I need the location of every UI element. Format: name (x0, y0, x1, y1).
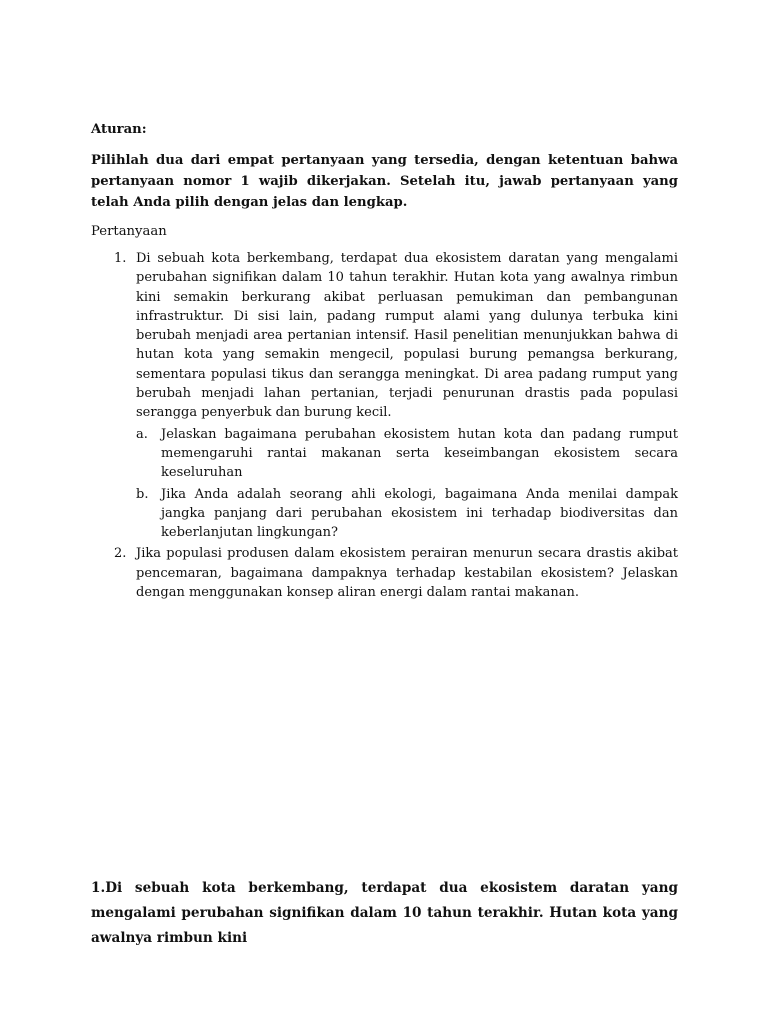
rules-heading: Aturan: (91, 122, 147, 137)
question-text: Jika populasi produsen dalam ekosistem perairan menurun secara drastis akibat pencemaran, bagaimana dampaknya terhadap kestabilan ekosistem? Jelaskan dengan menggunakan konsep aliran energi dalam rantai makanan. (136, 546, 678, 601)
answer-preview: 1.Di sebuah kota berkembang, terdapat dua ekosistem daratan yang mengalami perubahan signifikan dalam 10 tahun terakhir. Hutan kota yang awalnya rimbun kini (91, 879, 678, 946)
section-label: Pertanyaan (91, 224, 167, 239)
rules-text: Pilihlah dua dari empat pertanyaan yang tersedia, dengan ketentuan bahwa pertanyaan nomor 1 wajib dikerjakan. Setelah itu, jawab pertanyaan yang telah Anda pilih dengan jelas dan lengkap. (91, 153, 678, 210)
question-list (91, 249, 678, 602)
sub-question-letter: a. (136, 426, 148, 442)
sub-question-item (136, 425, 678, 483)
sub-question-letter: b. (136, 486, 149, 502)
question-number: 2. (114, 546, 127, 562)
question-text: Di sebuah kota berkembang, terdapat dua ekosistem daratan yang mengalami perubahan signifikan dalam 10 tahun terakhir. Hutan kota yang awalnya rimbun kini semakin berkurang akibat perluasan pemukiman dan pembangunan infrastruktur. Di sisi lain, padang rumput alami yang dulunya terbuka kini berubah menjadi area pertanian intensif. Hasil penelitian menunjukkan bahwa di hutan kota yang semakin mengecil, populasi burung pemangsa berkurang, sementara populasi tikus dan serangga meningkat. Di area padang rumput yang berubah menjadi lahan pertanian, terjadi penurunan drastis pada populasi serangga penyerbuk dan burung kecil. (136, 251, 678, 421)
document-content (91, 120, 678, 602)
question-item (91, 249, 678, 542)
sub-question-item (136, 485, 678, 543)
question-item (91, 544, 678, 602)
sub-question-text: Jika Anda adalah seorang ahli ekologi, bagaimana Anda menilai dampak jangka panjang dari perubahan ekosistem ini terhadap biodiversitas dan keberlanjutan lingkungan? (161, 486, 678, 541)
sub-question-text: Jelaskan bagaimana perubahan ekosistem hutan kota dan padang rumput memengaruhi rantai makanan serta keseimbangan ekosistem secara keseluruhan (161, 426, 678, 481)
sub-question-list (136, 425, 678, 543)
question-number: 1. (114, 251, 127, 266)
